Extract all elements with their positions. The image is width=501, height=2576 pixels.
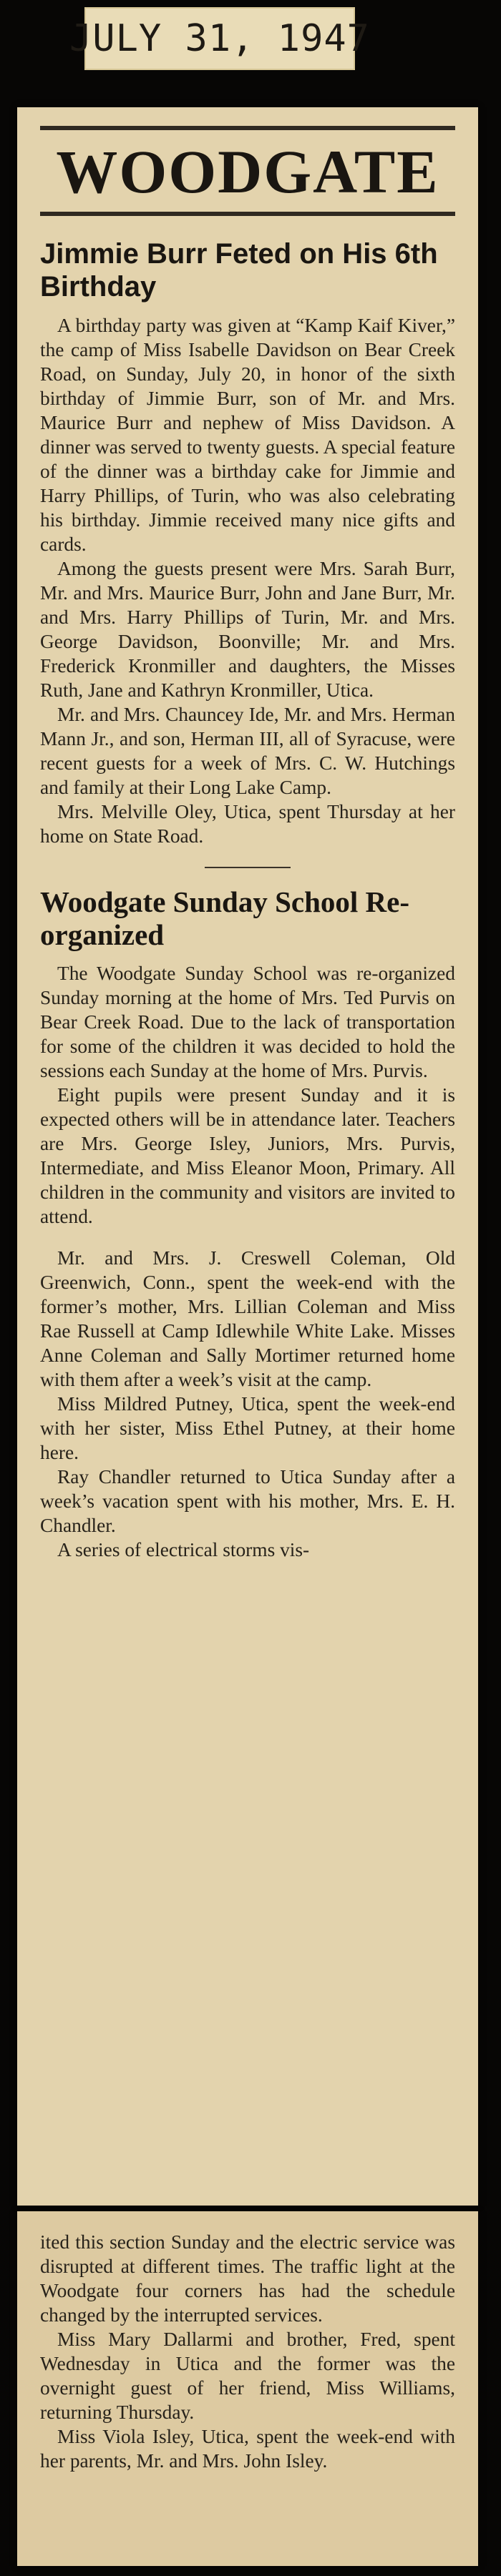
paragraph: A birthday party was given at “Kamp Kaif Kiver,” the camp of Miss Isabelle Davidson on Bear Creek Road, on Sunday, July 20, in honor of the sixth birthday of Jimmie Burr, son of Mr. and Mrs. Maurice Burr and nephew of Miss Davidson. A dinner was served to twenty guests. A special feature of the dinner was a birthday cake for Jimmie and Harry Phillips, of Turin, who was also celebrating his birthday. Jimmie received many nice gifts and cards. [40, 315, 455, 555]
paragraph: Mrs. Melville Oley, Utica, spent Thursday at her home on State Road. [40, 801, 455, 847]
date-label: JULY 31, 1947 [69, 17, 370, 60]
article-headline: Woodgate Sunday School Re-organized [40, 885, 410, 951]
paragraph: Miss Mary Dallarmi and brother, Fred, spent Wednesday in Utica and the former was the overnight guest of her friend, Miss Williams, returning Thursday. [40, 2329, 455, 2423]
paragraph: Miss Viola Isley, Utica, spent the week-end with her parents, Mr. and Mrs. John Isley. [40, 2426, 455, 2472]
clipping-continuation [17, 2211, 478, 2566]
masthead [40, 126, 455, 216]
paragraph: Miss Mildred Putney, Utica, spent the week-end with her sister, Miss Ethel Putney, at their home here. [40, 1393, 455, 1463]
paragraph: Among the guests present were Mrs. Sarah Burr, Mr. and Mrs. Maurice Burr, John and Jane Burr, Mr. and Mrs. Harry Phillips of Turin, Mr. and Mrs. George Davidson, Boonville; Mr. and Mrs. Frederick Kronmiller and daughters, the Misses Ruth, Jane and Kathryn Kronmiller, Utica. [40, 558, 455, 701]
spacer [40, 1229, 455, 1246]
section-divider [205, 867, 291, 868]
masthead-title: WOODGATE [56, 137, 439, 206]
paragraph: The Woodgate Sunday School was re-organized Sunday morning at the home of Mrs. Ted Purvis on Bear Creek Road. Due to the lack of transportation for some of the children it was decided to hold the sessions each Sunday at the home of Mrs. Purvis. [40, 963, 455, 1081]
paragraph: Ray Chandler returned to Utica Sunday after a week’s vacation spent with his mother, Mrs. E. H. Chandler. [40, 1466, 455, 1536]
paragraph: ited this section Sunday and the electric service was disrupted at different times. The traffic light at the Woodgate four corners has had the schedule changed by the interrupted services. [40, 2231, 455, 2326]
article-body [40, 961, 455, 1562]
clipping-main [17, 107, 478, 2206]
paragraph: Mr. and Mrs. Chauncey Ide, Mr. and Mrs. Herman Mann Jr., and son, Herman III, all of Syracuse, were recent guests for a week of Mrs. C. W. Hutchings and family at their Long Lake Camp. [40, 704, 455, 798]
paragraph: A series of electrical storms vis- [57, 1539, 310, 1560]
date-label-slip [69, 7, 370, 70]
paragraph: Mr. and Mrs. J. Creswell Coleman, Old Greenwich, Conn., spent the week-end with the former’s mother, Mrs. Lillian Coleman and Miss Rae Russell at Camp Idlewhile White Lake. Misses Anne Coleman and Sally Mortimer returned home with them after a week’s visit at the camp. [40, 1247, 455, 1390]
article-headline: Jimmie Burr Feted on His 6th Birthday [40, 238, 438, 303]
paragraph: Eight pupils were present Sunday and it is expected others will be in attendance later. Teachers are Mrs. George Isley, Juniors, Mrs. Purvis, Intermediate, and Miss Eleanor Moon, Primary. All children in the community and visitors are invited to attend. [40, 1084, 455, 1227]
article-body [40, 313, 455, 848]
